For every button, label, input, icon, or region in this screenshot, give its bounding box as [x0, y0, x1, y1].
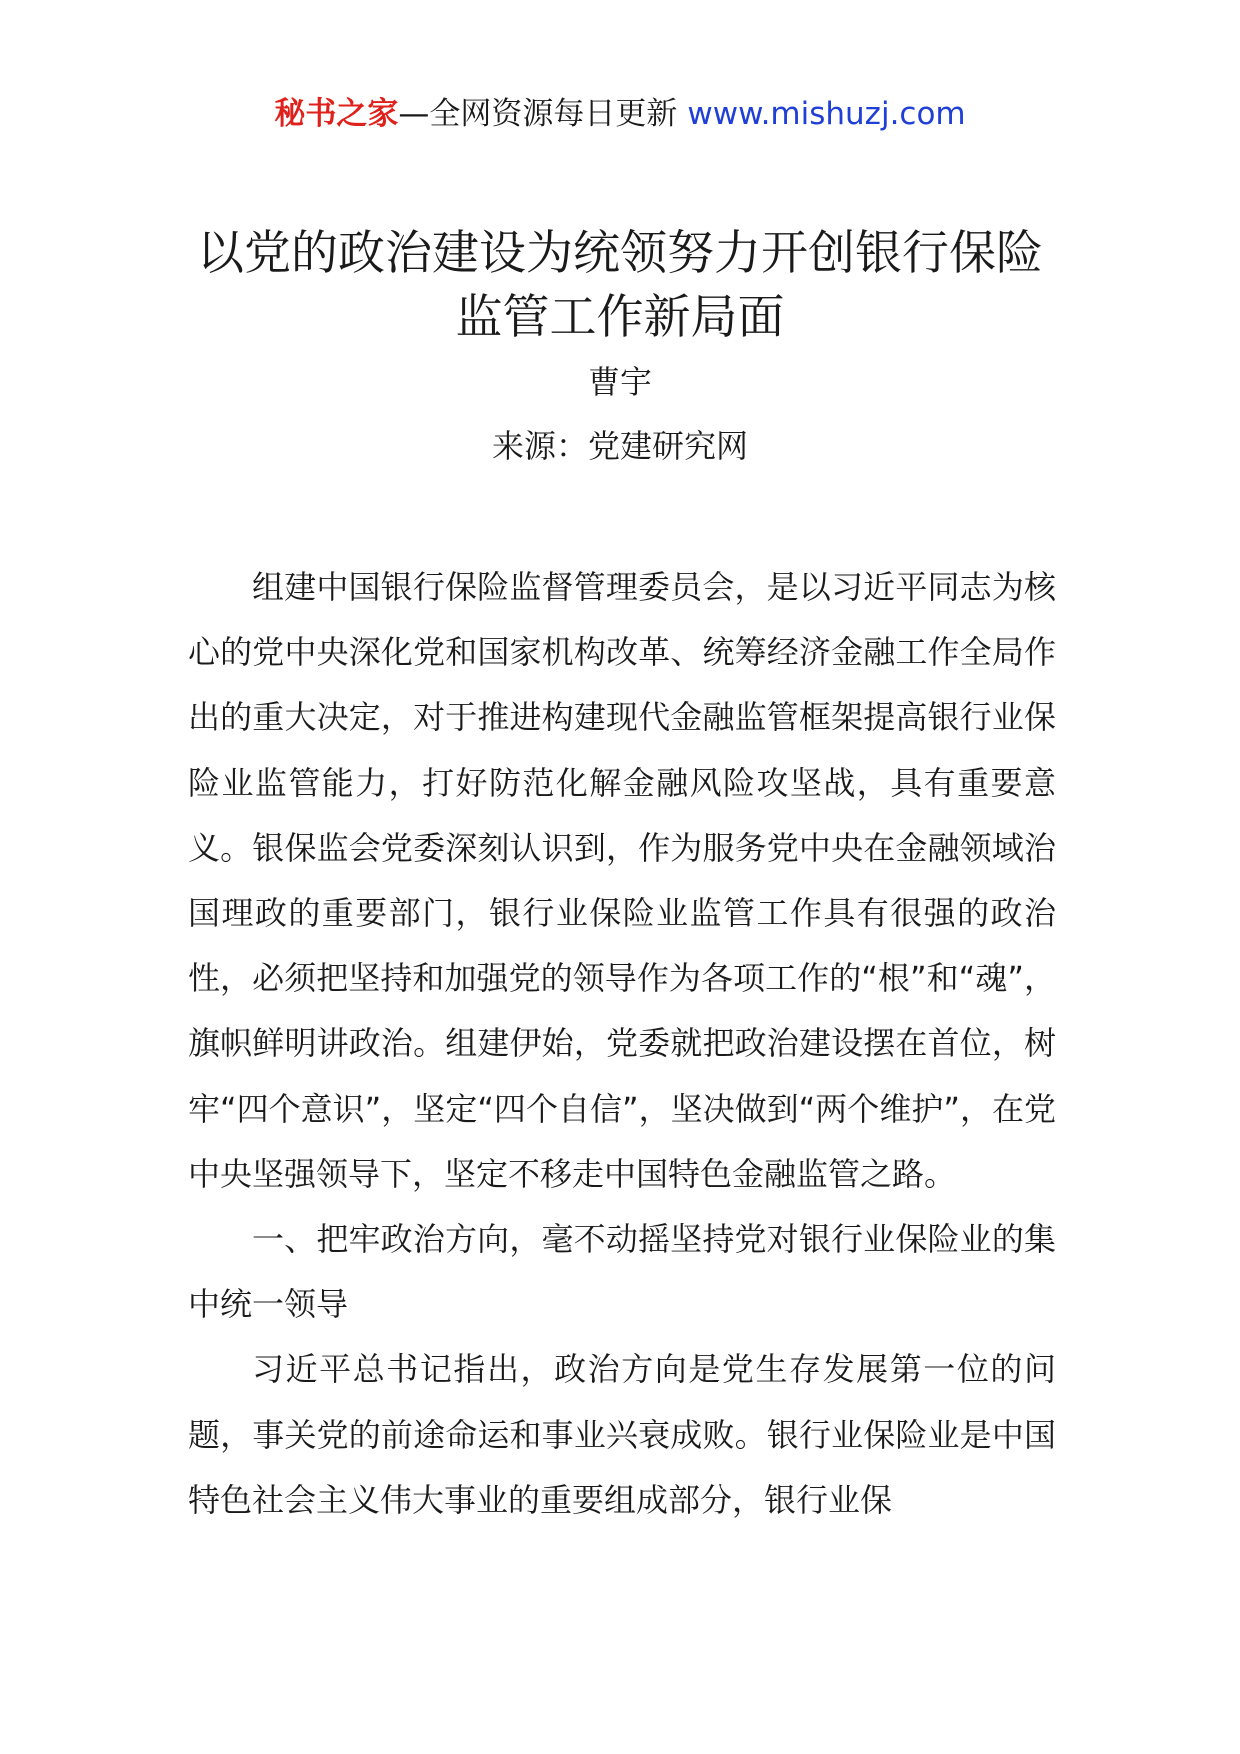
author-name: 曹宇	[587, 363, 652, 401]
header-slogan: —全网资源每日更新	[398, 96, 678, 132]
site-header	[0, 92, 1240, 136]
section-heading-1: 一、把牢政治方向，毫不动摇坚持党对银行业保险业的集中统一领导	[188, 1220, 1056, 1324]
document-title-block	[0, 222, 1240, 468]
brand-name: 秘书之家	[274, 96, 399, 132]
article-body	[188, 555, 1056, 1533]
source-line: 来源：党建研究网	[491, 427, 748, 465]
document-title-line-1: 以党的政治建设为统领努力开创银行保险	[197, 226, 1043, 281]
body-paragraph-1: 组建中国银行保险监督管理委员会，是以习近平同志为核心的党中央深化党和国家机构改革、统筹经济金融工作全局作出的重大决定，对于推进构建现代金融监管框架提高银行业保险业监管能力，打好防范化解金融风险攻坚战，具有重要意义。银保监会党委深刻认识到，作为服务党中央在金融领域治国理政的重要部门，银行业保险业监管工作具有很强的政治性，必须把坚持和加强党的领导作为各项工作的“根”和“魂”，旗帜鲜明讲政治。组建伊始，党委就把政治建设摆在首位，树牢“四个意识”，坚定“四个自信”，坚决做到“两个维护”，在党中央坚强领导下，坚定不移走中国特色金融监管之路。	[188, 568, 1056, 1193]
body-paragraph-2: 习近平总书记指出，政治方向是党生存发展第一位的问题，事关党的前途命运和事业兴衰成败。银行业保险业是中国特色社会主义伟大事业的重要组成部分，银行业保	[188, 1350, 1056, 1519]
document-title-line-2: 监管工作新局面	[455, 290, 785, 345]
site-url-link[interactable]: www.mishuzj.com	[687, 96, 966, 132]
